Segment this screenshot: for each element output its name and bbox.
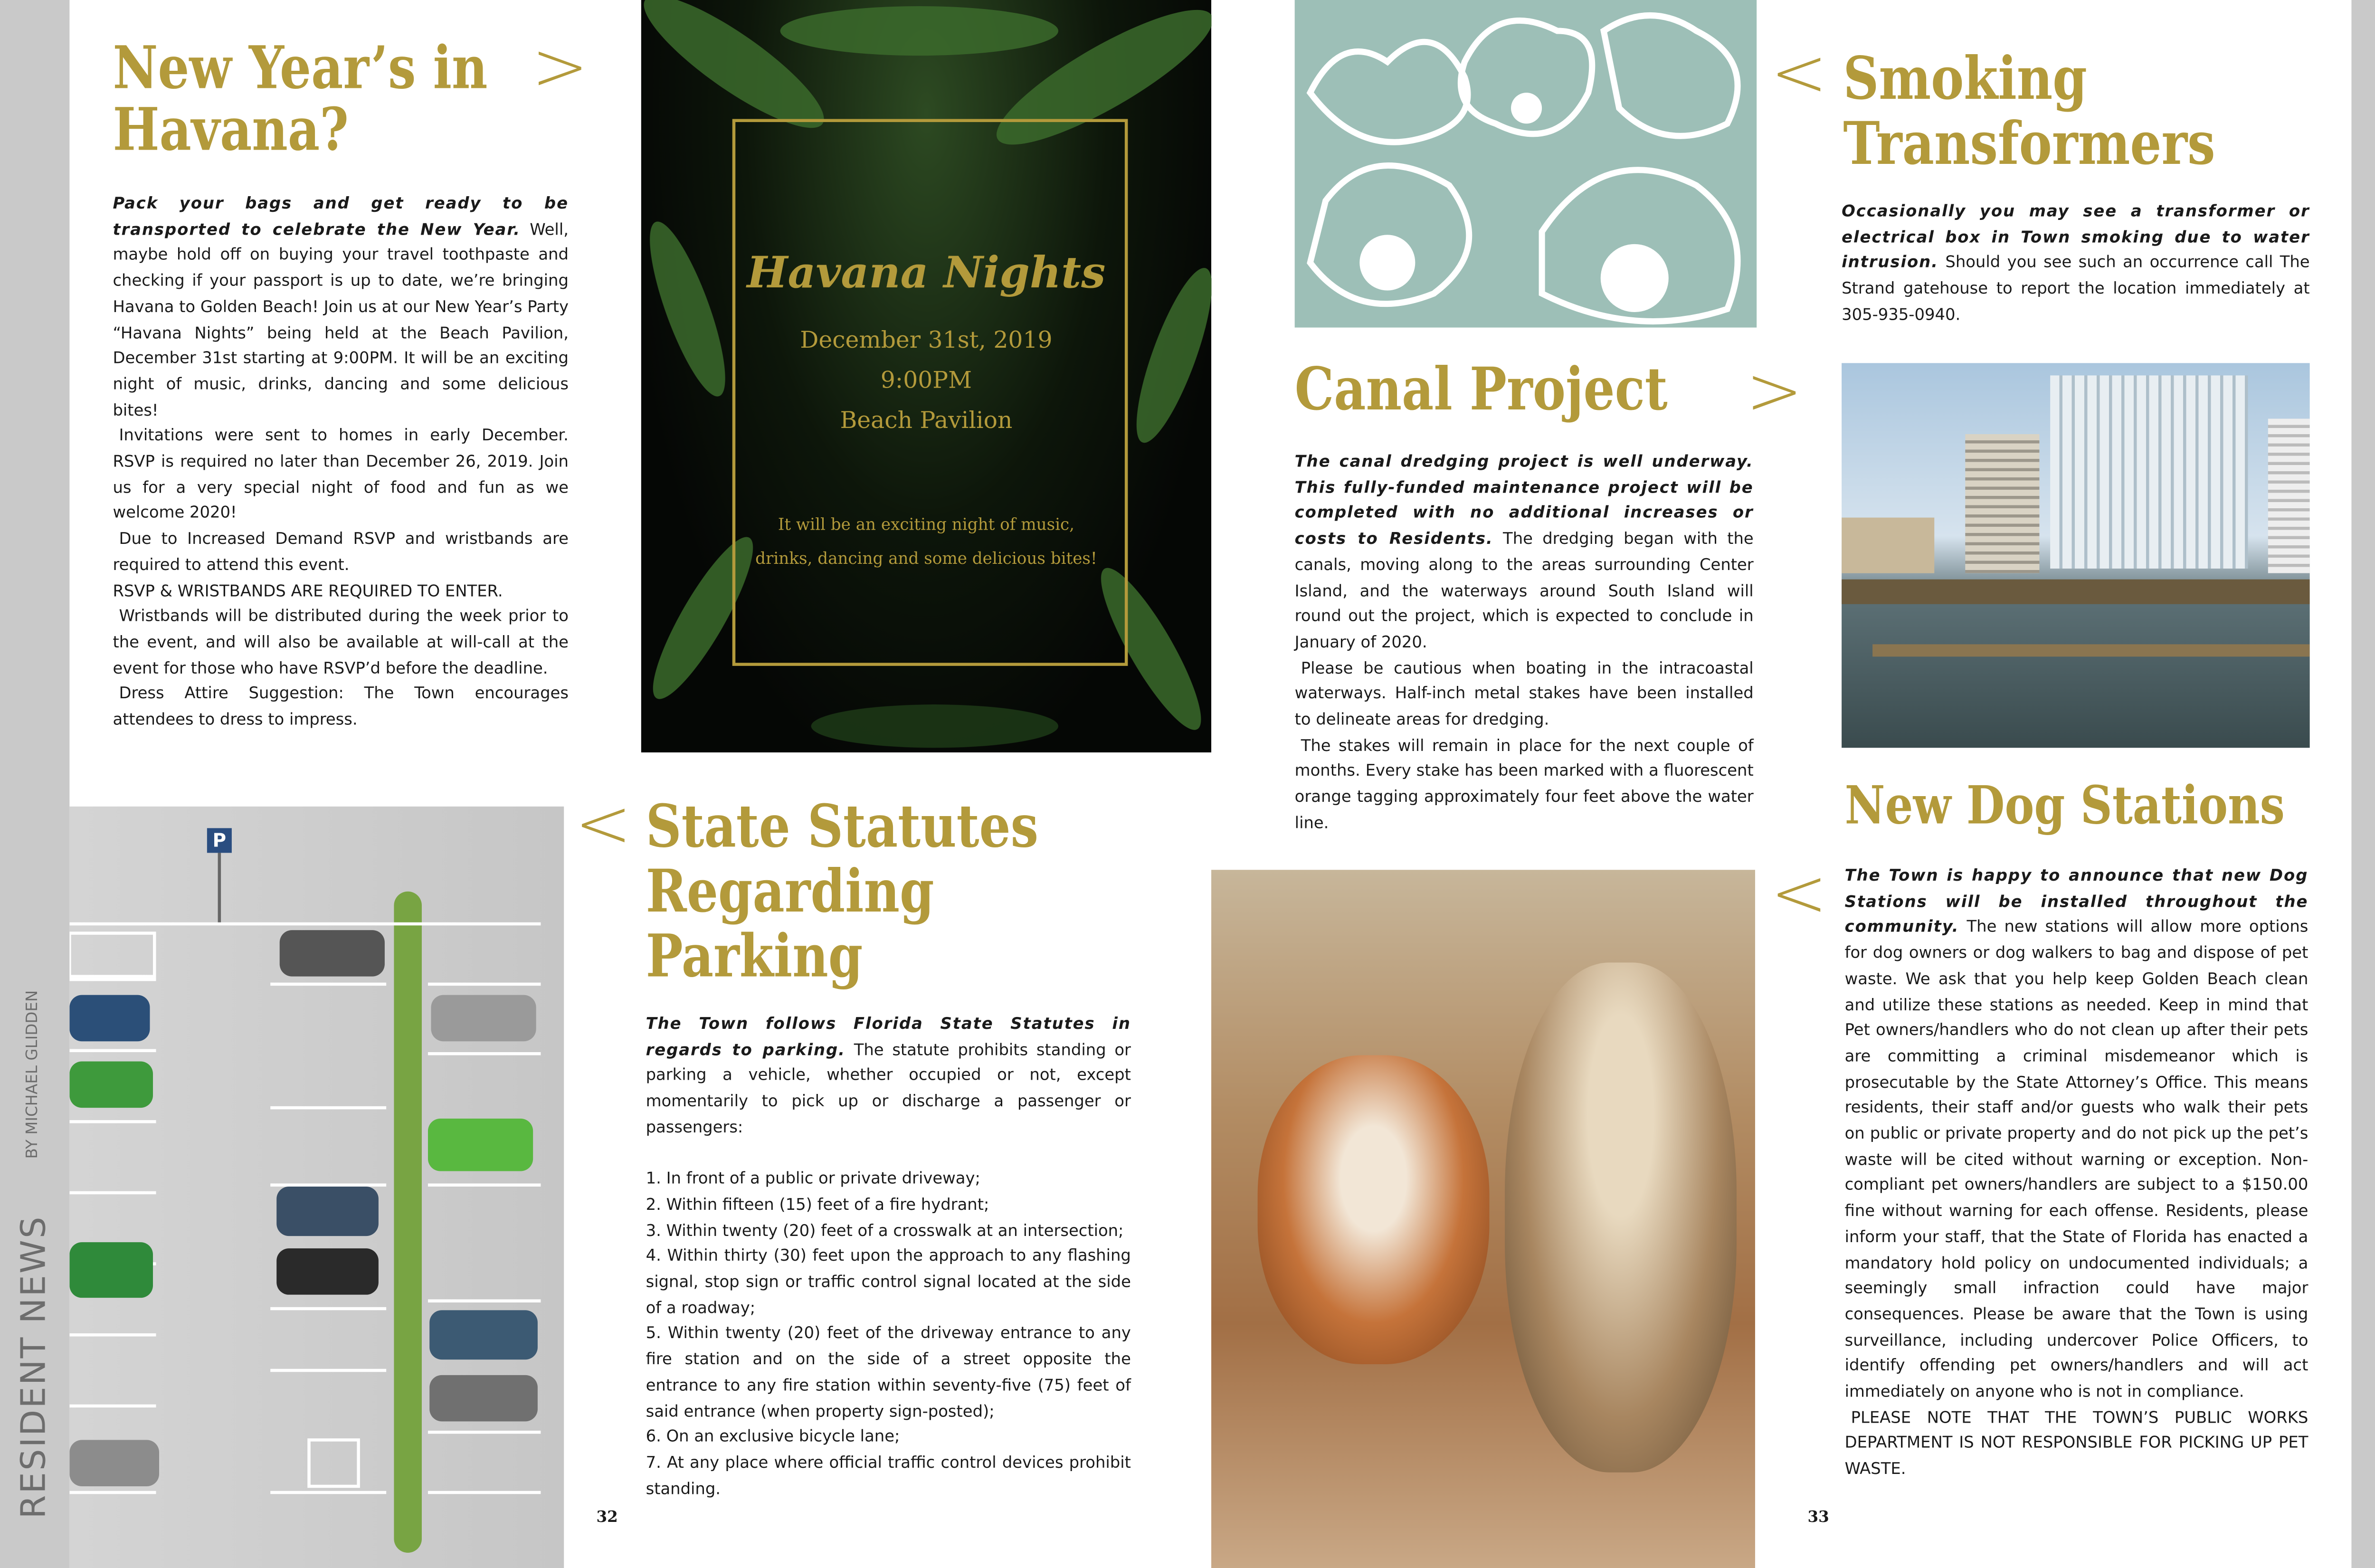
right-margin-band (2351, 0, 2375, 1568)
list-item: 4. Within thirty (30) feet upon the approach to any flashing signal, stop sign or traffic control signal located at the side of a roadway; (646, 1247, 1131, 1318)
flyer-date: December 31st, 2019 (800, 326, 1053, 354)
havana-nights-flyer (641, 0, 1211, 752)
terrier (1505, 962, 1737, 1472)
dogs-photo (1211, 870, 1755, 1568)
list-item: 3. Within twenty (20) feet of a crosswalk at an intersection; (646, 1221, 1124, 1240)
parking-title: State Statutes Regarding Parking (646, 791, 1039, 990)
list-item: 6. On an exclusive bicycle lane; (646, 1428, 900, 1447)
marina-photo (1842, 363, 2310, 748)
section-label: RESIDENT NEWS (15, 1215, 54, 1519)
list-item: 5. Within twenty (20) feet of the driveway entrance to any fire station and on the side of a street opposite the entrance to any fire station within seventy-five (75) feet of said entrance (when property sign-posted); (646, 1324, 1131, 1421)
smoke-illustration (1295, 0, 1757, 328)
chevron-left-icon: < (574, 785, 632, 864)
page-number-right: 33 (1807, 1509, 1829, 1527)
chevron-left-icon: < (1770, 34, 1828, 113)
list-item: 2. Within fifteen (15) feet of a fire hydrant; (646, 1196, 989, 1215)
havana-body: Pack your bags and get ready to be transported to celebrate the New Year. Well, maybe hold off on buying your travel toothpaste and checking if your passport is up to date, we’re bringing Havana to Golden Beach! Join us at our New Year’s Party “Havana Nights” being held at the Beach Pavilion, December 31st starting at 9:00PM. It will be an exciting night of music, drinks, dancing and some delicious bites! Invitations were sent to homes in early December. RSVP is required no later than December 26, 2019. Join us for a very special night of food and fun as we welcome 2020! Due to Increased Demand RSVP and wristbands are required to attend this event. RSVP & WRISTBANDS ARE REQUIRED TO ENTER. Wristbands will be distributed during the week prior to the event, and will also be available at will-call at the event for those who have RSVP’d before the deadline. Dress Attire Suggestion: The Town encourages attendees to dress to impress. (113, 194, 569, 730)
dogs-body: The Town is happy to announce that new Dog Stations will be installed throughout the community. The new stations will allow more options for dog owners or dog walkers to bag and dispose of pet waste. We ask that you help keep Golden Beach clean and utilize these stations as needed. Keep in mind that Pet owners/handlers who do not clean up after their pets are committing a criminal misdemeanor which is prosecutable by the State Attorney’s Office. This means residents, their staff and/or guests who walk their pets on public or private property and do not pick up the pet’s waste will be cited without warning or exception. Non-compliant pet owners/handlers are subject to a $150.00 fine without warning for each offense. Residents, please inform your staff, that the State of Florida has enacted a mandatory hold policy on undocumented individuals; a seemingly small infraction could have major consequences. Please be aware that the Town is using surveillance, including undercover Police Officers, to identify offending pet owners/handlers and will act immediately on anyone who is not in compliance. PLEASE NOTE THAT THE TOWN’S PUBLIC WORKS DEPARTMENT IS NOT RESPONSIBLE FOR PICKING UP PET WASTE. (1844, 866, 2308, 1479)
corgi (1258, 1055, 1490, 1365)
chevron-right-icon: > (1746, 352, 1803, 431)
smoking-title: Smoking Transformers (1843, 43, 2215, 178)
canal-body: The canal dredging project is well underway. This fully-funded maintenance project will be completed with no additional increases or costs to Residents. The dredging began with the canals, moving along to the areas surrounding Center Island, and the waterways around South Island will round out the project, which is expected to conclude in January of 2020. Please be cautious when boating in the intracoastal waterways. Half-inch metal stakes have been installed to delineate areas for dredging. The stakes will remain in place for the next couple of months. Every stake has been marked with a fluorescent orange tagging approximately four feet above the water line. (1294, 453, 1754, 833)
parking-body: The Town follows Florida State Statutes in regards to parking. The statute prohibits standing or parking a vehicle, whether occupied or not, except momentarily to pick up or discharge a passenger or passengers: 1. In front of a public or private driveway; 2. Within fifteen (15) feet of a fire hydrant; 3. Within twenty (20) feet of a crosswalk at an intersection; 4. Within thirty (30) feet upon the approach to any flashing signal, stop sign or traffic control signal located at the side of a roadway; 5. Within twenty (20) feet of the driveway entrance to any fire station and on the side of a street opposite the entrance to any fire station within seventy-five (75) feet of said entrance (when property sign-posted); 6. On an exclusive bicycle lane; 7. At any place where official traffic control devices prohibit standing. (646, 1012, 1131, 1502)
parking-lot-illustration (69, 807, 564, 1568)
flyer-title: Havana Nights (747, 247, 1106, 298)
flyer-place: Beach Pavilion (840, 406, 1013, 434)
flyer-tagline: It will be an exciting night of music, drinks, dancing and some delicious bites! (755, 516, 1097, 569)
chevron-right-icon: > (531, 28, 589, 107)
flyer-time: 9:00PM (880, 366, 972, 394)
page-number-left: 32 (596, 1509, 618, 1527)
list-item: 7. At any place where official traffic control devices prohibit standing. (646, 1454, 1131, 1498)
canal-title: Canal Project (1294, 353, 1668, 424)
byline: BY MICHAEL GLIDDEN (25, 990, 42, 1159)
list-item: 1. In front of a public or private driveway; (646, 1169, 980, 1188)
dogs-title: New Dog Stations (1844, 775, 2285, 837)
smoke-clouds-icon (1295, 0, 1757, 328)
havana-title: New Year’s in Havana? (113, 32, 488, 164)
smoking-body: Occasionally you may see a transformer or electrical box in Town smoking due to water intrusion. Should you see such an occurrence call The Strand gatehouse to report the location immediately at 305-935-0940. (1842, 202, 2310, 324)
chevron-left-icon: < (1770, 854, 1828, 933)
parking-sign-icon: P (207, 828, 232, 853)
